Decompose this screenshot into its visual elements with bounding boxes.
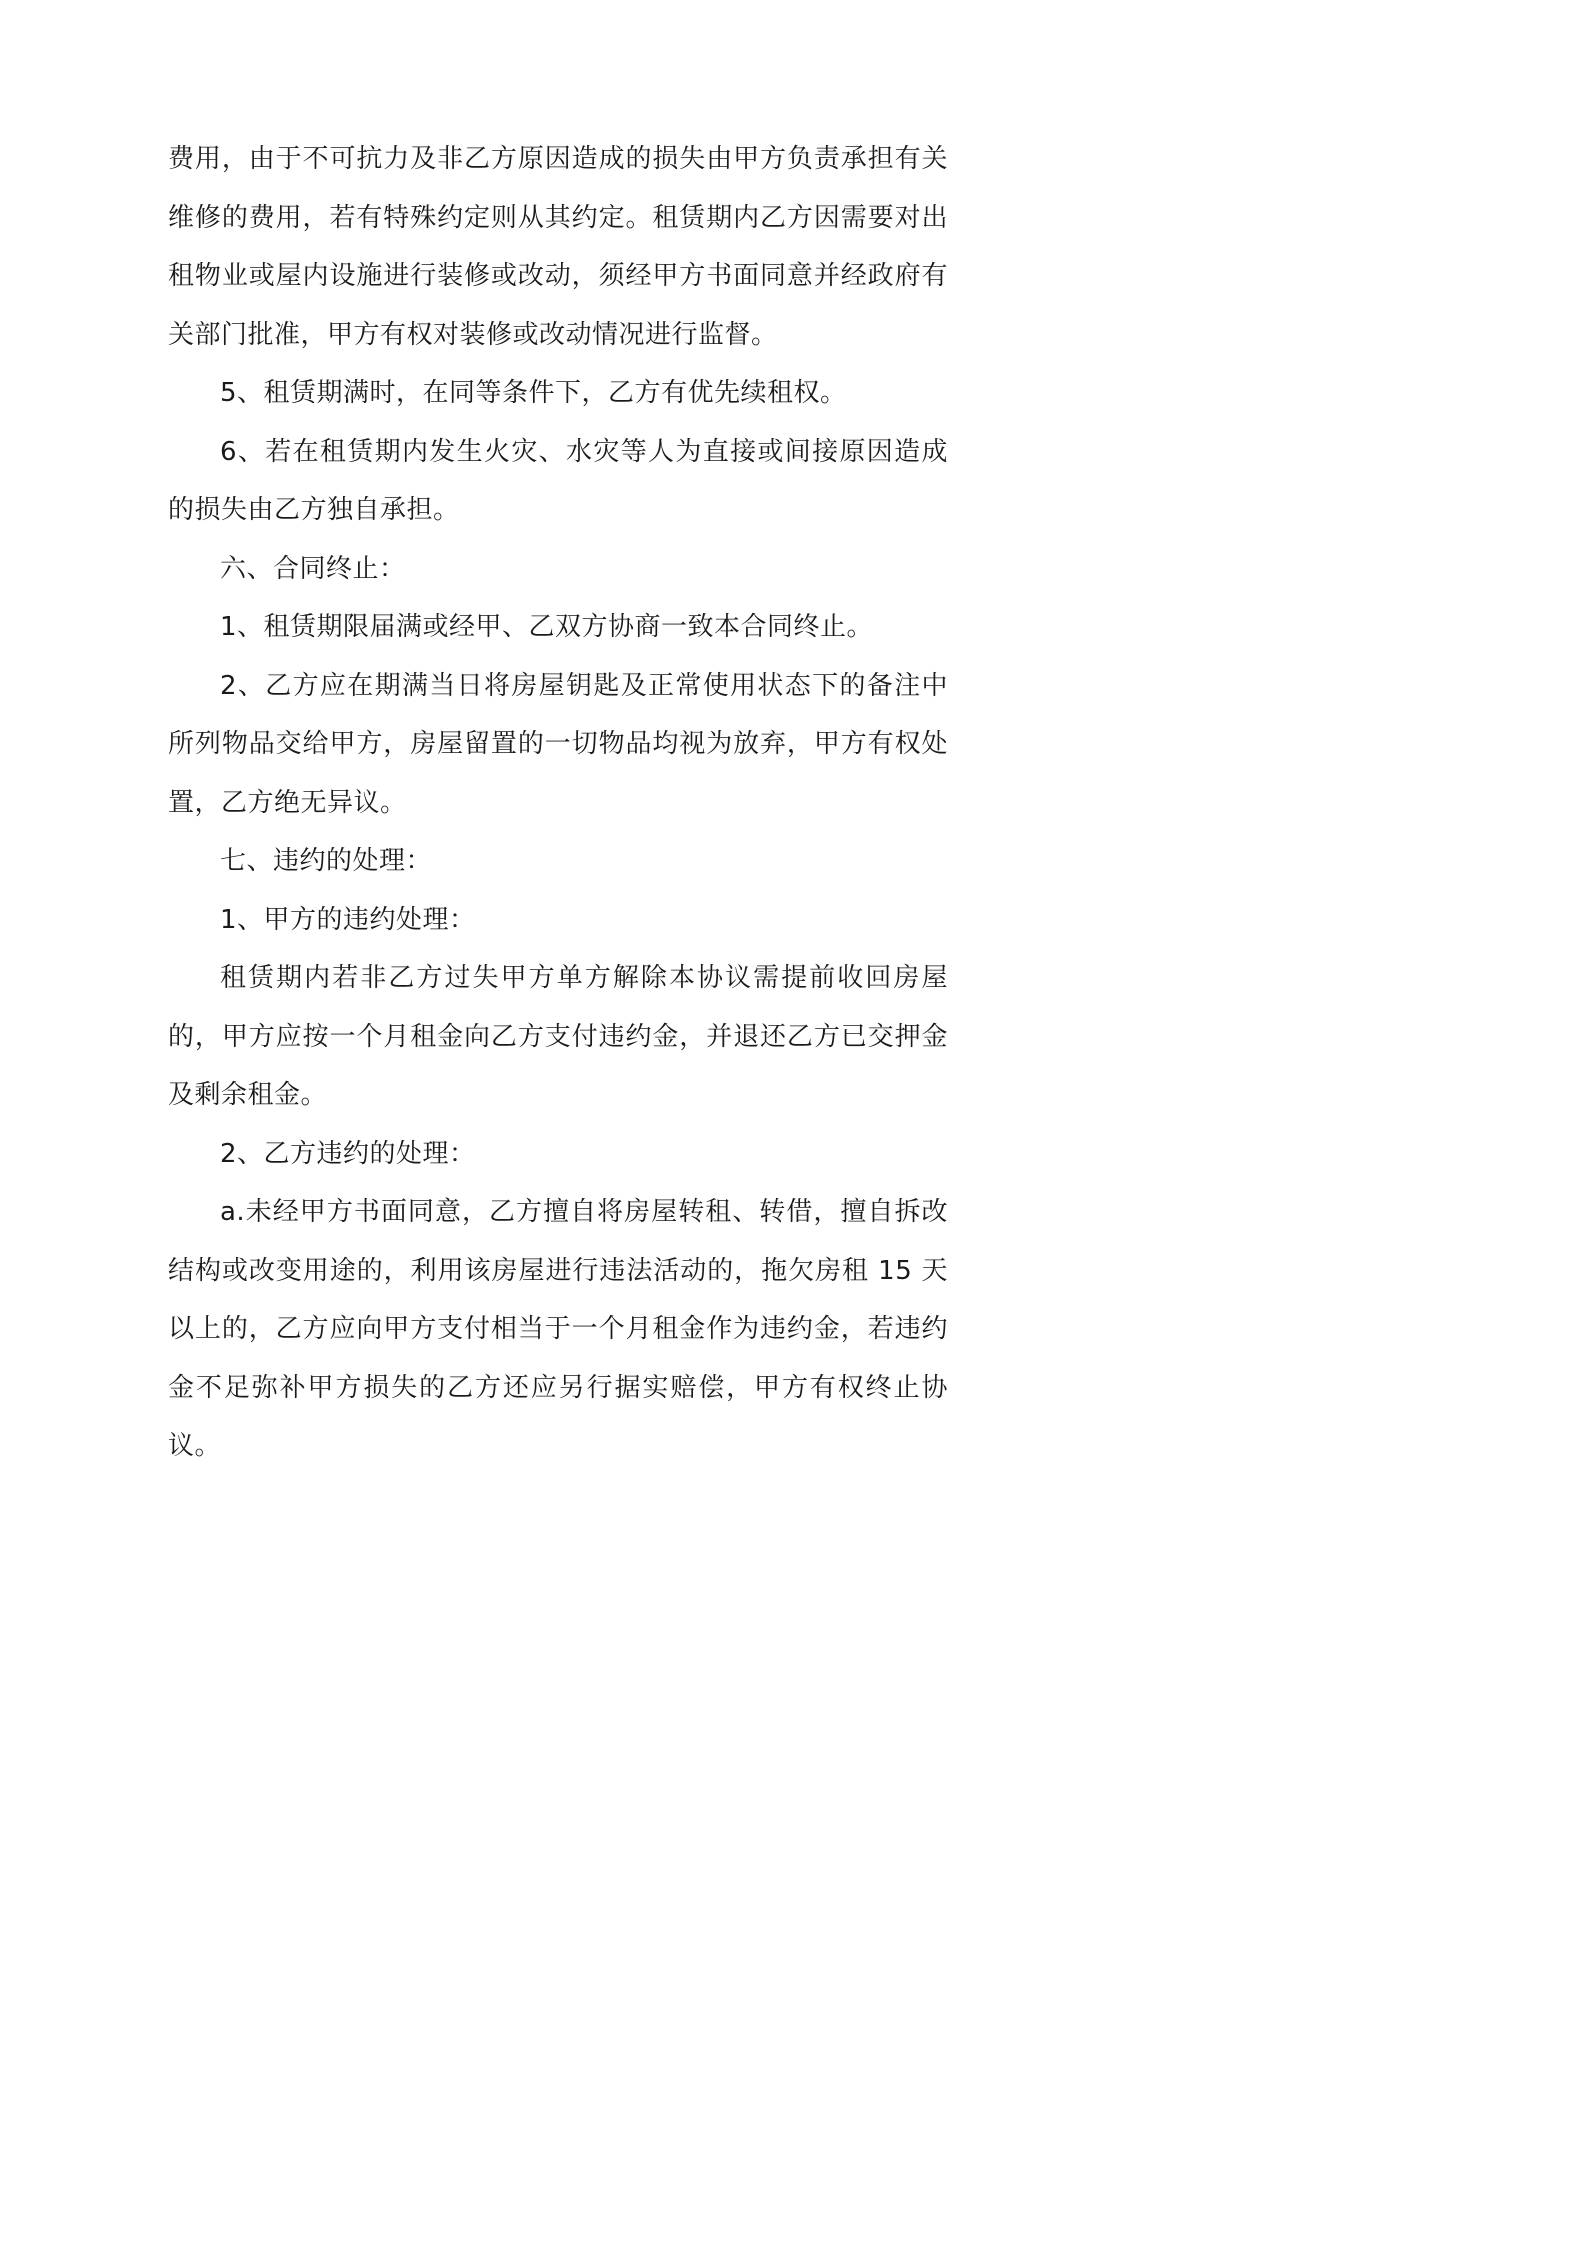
subheading-party-b-breach: 2、乙方违约的处理： — [220, 1138, 476, 1169]
paragraph-party-b-breach-a: a.未经甲方书面同意，乙方擅自将房屋转租、转借，擅自拆改结构或改变用途的，利用该房屋进行违法活动的，拖欠房租 15 天以上的，乙方应向甲方支付相当于一个月租金作为违约金，若违约金不足弥补甲方损失的乙方还应另行据实赔偿，甲方有权终止协议。 — [168, 1197, 948, 1461]
paragraph-clause-6: 6、若在租赁期内发生火灾、水灾等人为直接或间接原因造成的损失由乙方独自承担。 — [168, 436, 948, 525]
document-page — [0, 0, 1100, 1557]
paragraph-termination-1: 1、租赁期限届满或经甲、乙双方协商一致本合同终止。 — [220, 612, 874, 642]
subheading-party-a-breach: 1、甲方的违约处理： — [220, 904, 476, 935]
paragraph-termination-2: 2、乙方应在期满当日将房屋钥匙及正常使用状态下的备注中所列物品交给甲方，房屋留置的一切物品均视为放弃，甲方有权处置，乙方绝无异议。 — [168, 670, 948, 818]
section-heading-breach: 七、违约的处理： — [220, 846, 433, 876]
paragraph-clause-5: 5、租赁期满时，在同等条件下，乙方有优先续租权。 — [220, 378, 847, 408]
paragraph-repair-costs: 费用，由于不可抗力及非乙方原因造成的损失由甲方负责承担有关维修的费用，若有特殊约定则从其约定。租赁期内乙方因需要对出租物业或屋内设施进行装修或改动，须经甲方书面同意并经政府有关部门批准，甲方有权对装修或改动情况进行监督。 — [168, 144, 948, 350]
document-body — [168, 130, 948, 1476]
section-heading-termination: 六、合同终止： — [220, 553, 406, 584]
paragraph-party-a-breach: 租赁期内若非乙方过失甲方单方解除本协议需提前收回房屋的，甲方应按一个月租金向乙方支付违约金，并退还乙方已交押金及剩余租金。 — [168, 963, 948, 1110]
